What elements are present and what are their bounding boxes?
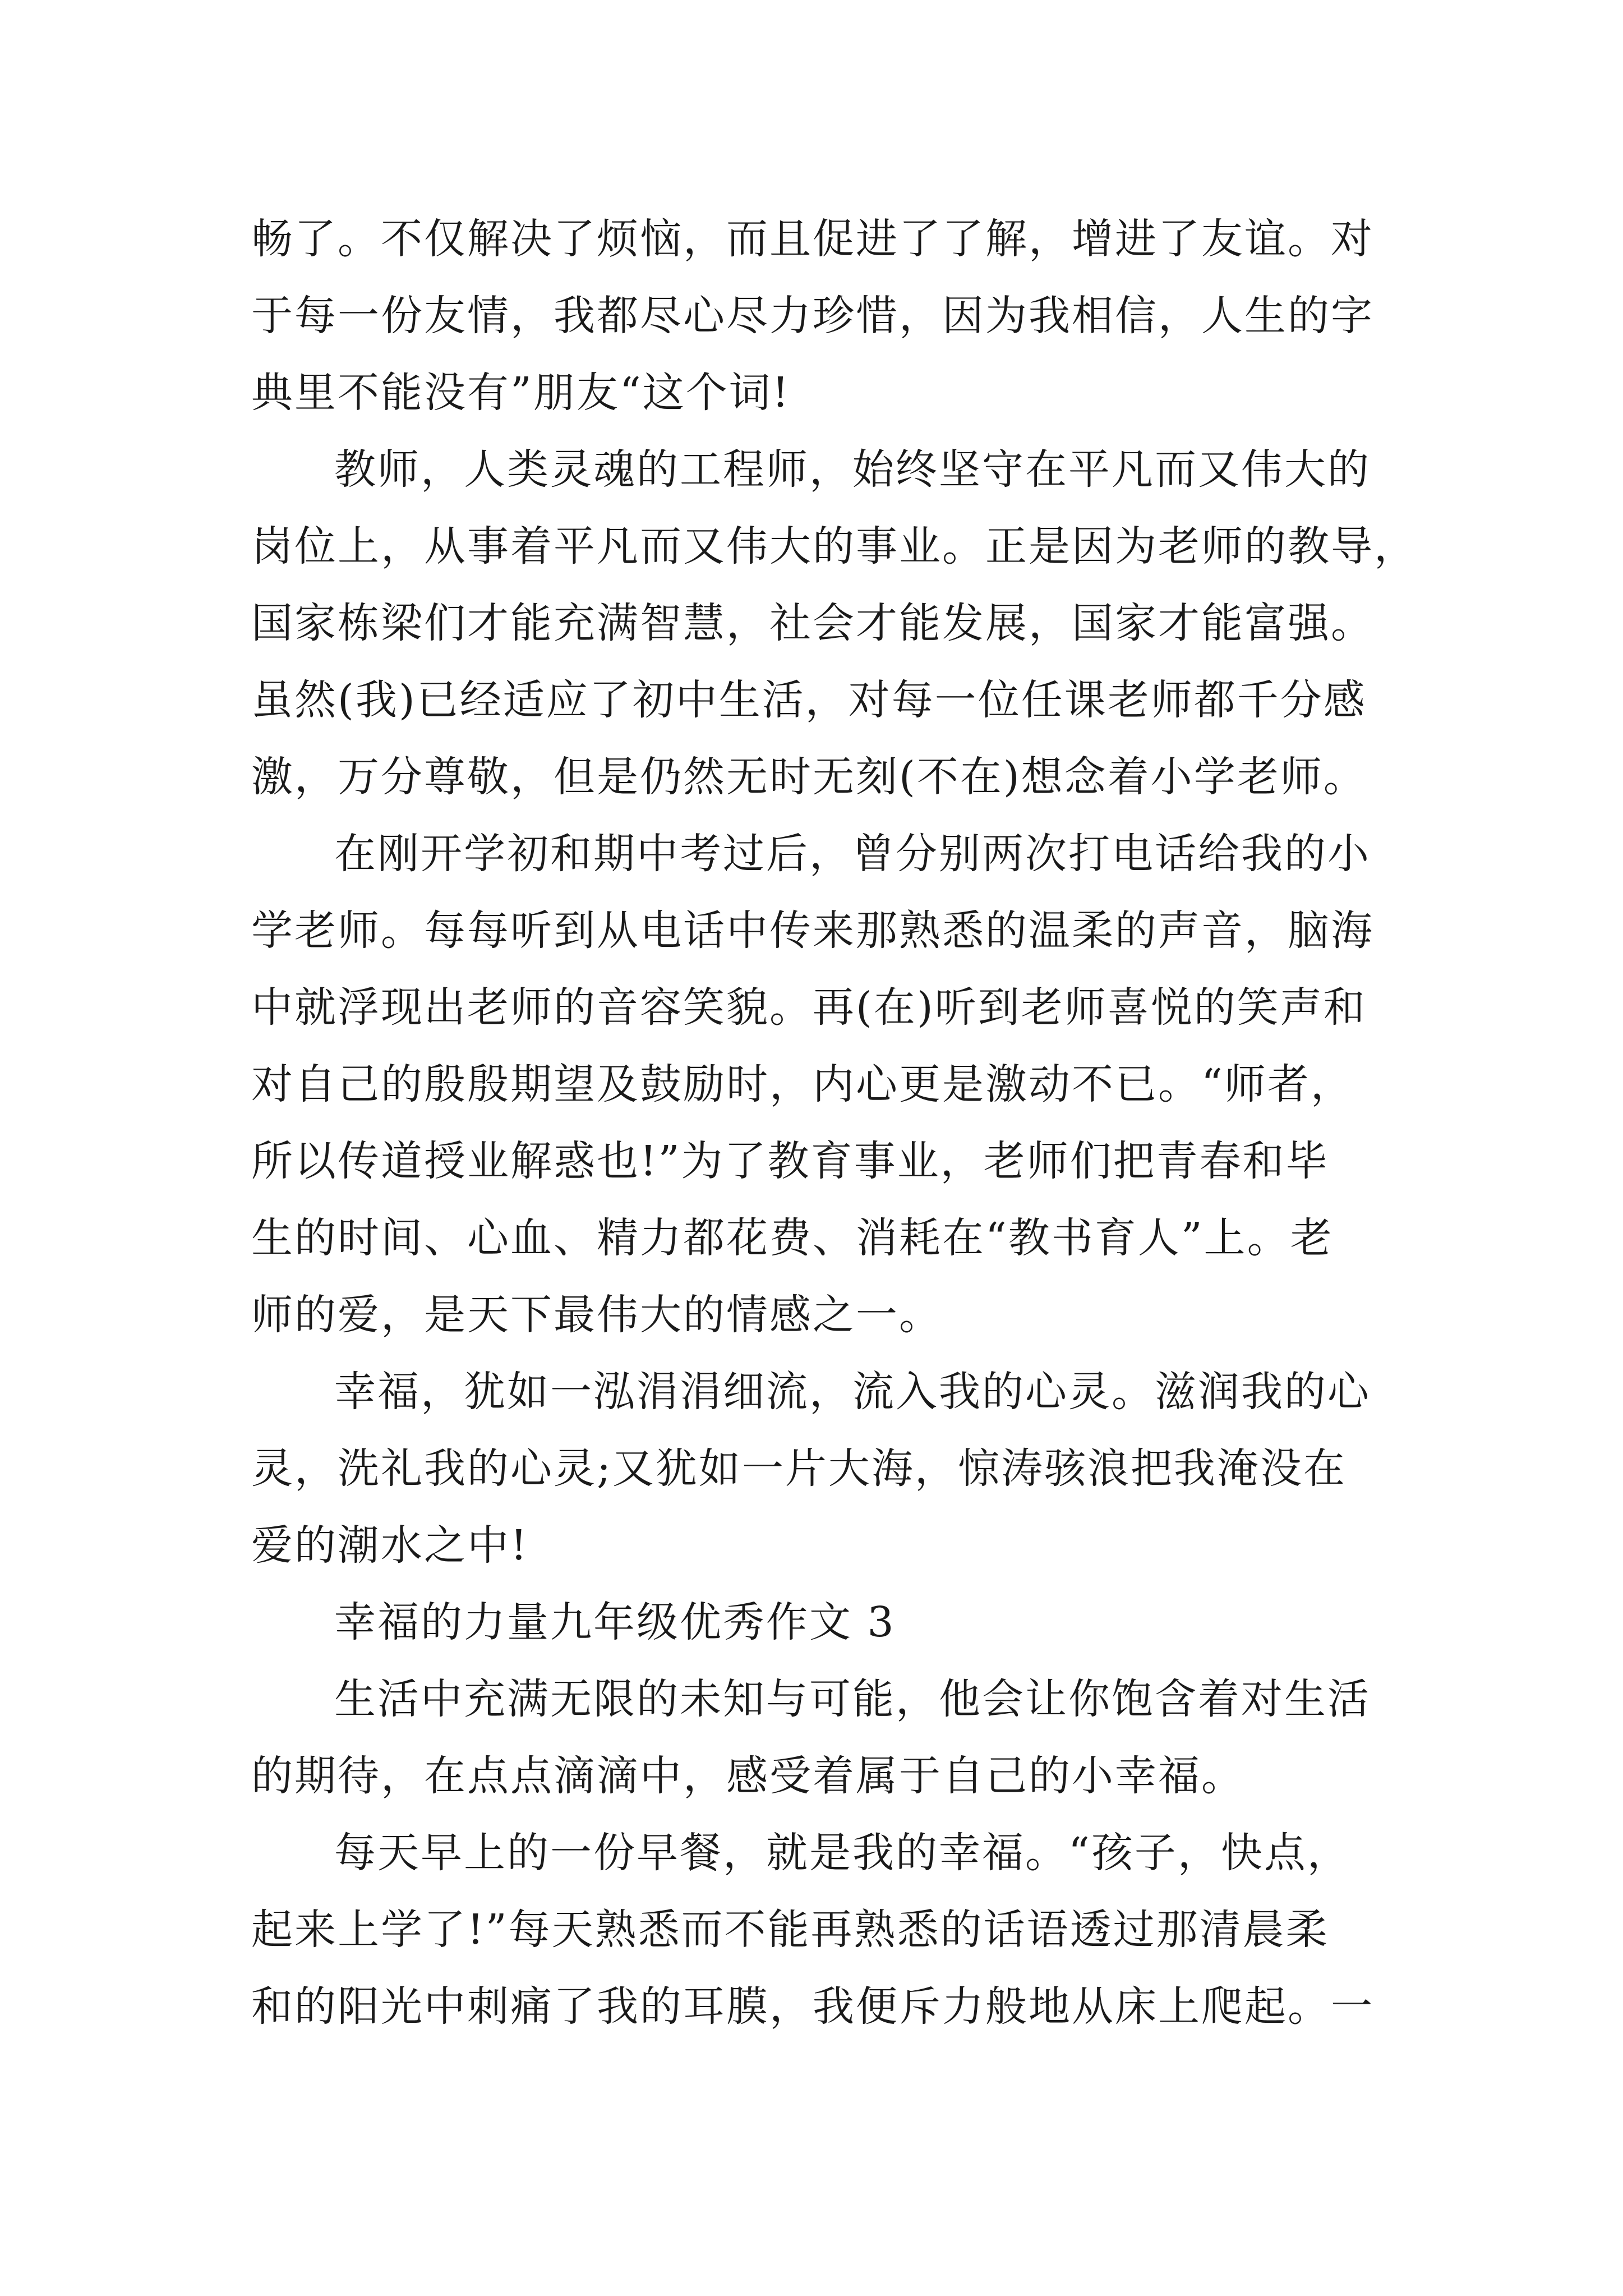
- text-line: 每天早上的一份早餐，就是我的幸福。“孩子，快点，: [334, 1829, 1350, 1877]
- paragraph: [251, 201, 1390, 431]
- text-line: 激，万分尊敬，但是仍然无时无刻(不在)想念着小学老师。: [251, 753, 1367, 801]
- paragraph: [251, 1661, 1390, 1815]
- text-line: 和的阳光中刺痛了我的耳膜，我便斥力般地从床上爬起。一: [251, 1982, 1374, 2031]
- heading-line: 幸福的力量九年级优秀作文 3: [334, 1598, 896, 1646]
- paragraph: [251, 1815, 1390, 2045]
- text-line: 学老师。每每听到从电话中传来那熟悉的温柔的声音，脑海: [251, 907, 1374, 955]
- text-line: 师的爱，是天下最伟大的情感之一。: [251, 1291, 942, 1339]
- text-line: 教师，人类灵魂的工程师，始终坚守在平凡而又伟大的: [334, 445, 1371, 494]
- text-line: 中就浮现出老师的音容笑貌。再(在)听到老师喜悦的笑声和: [251, 983, 1367, 1032]
- text-line: 所以传道授业解惑也!”为了教育事业，老师们把青春和毕: [251, 1137, 1329, 1185]
- text-line: 起来上学了!”每天熟悉而不能再熟悉的话语透过那清晨柔: [251, 1906, 1329, 1954]
- text-line: 爱的潮水之中!: [251, 1521, 529, 1570]
- text-line: 典里不能没有”朋友“这个词!: [251, 369, 791, 417]
- paragraph: [251, 816, 1390, 1354]
- text-line: 岗位上，从事着平凡而又伟大的事业。正是因为老师的教导，: [251, 522, 1417, 570]
- paragraph: [251, 1354, 1390, 1584]
- body-text: [251, 201, 1417, 2045]
- paragraph: [251, 431, 1417, 816]
- text-line: 生活中充满无限的未知与可能，他会让你饱含着对生活: [334, 1675, 1371, 1723]
- text-line: 灵，洗礼我的心灵;又犹如一片大海，惊涛骇浪把我淹没在: [251, 1444, 1347, 1493]
- text-line: 幸福，犹如一泓涓涓细流，流入我的心灵。滋润我的心: [334, 1368, 1371, 1416]
- section-heading: [251, 1584, 1390, 1661]
- text-line: 对自己的殷殷期望及鼓励时，内心更是激动不已。“师者，: [251, 1060, 1354, 1108]
- text-line: 的期待，在点点滴滴中，感受着属于自己的小幸福。: [251, 1752, 1244, 1800]
- text-line: 虽然(我)已经适应了初中生活，对每一位任课老师都千分感: [251, 676, 1367, 724]
- text-line: 生的时间、心血、精力都花费、消耗在“教书育人”上。老: [251, 1214, 1334, 1262]
- text-line: 在刚开学初和期中考过后，曾分别两次打电话给我的小: [334, 830, 1371, 878]
- text-line: 于每一份友情，我都尽心尽力珍惜，因为我相信，人生的字: [251, 292, 1374, 340]
- text-line: 畅了。不仅解决了烦恼，而且促进了了解，增进了友谊。对: [251, 215, 1374, 263]
- text-line: 国家栋梁们才能充满智慧，社会才能发展，国家才能富强。: [251, 599, 1374, 647]
